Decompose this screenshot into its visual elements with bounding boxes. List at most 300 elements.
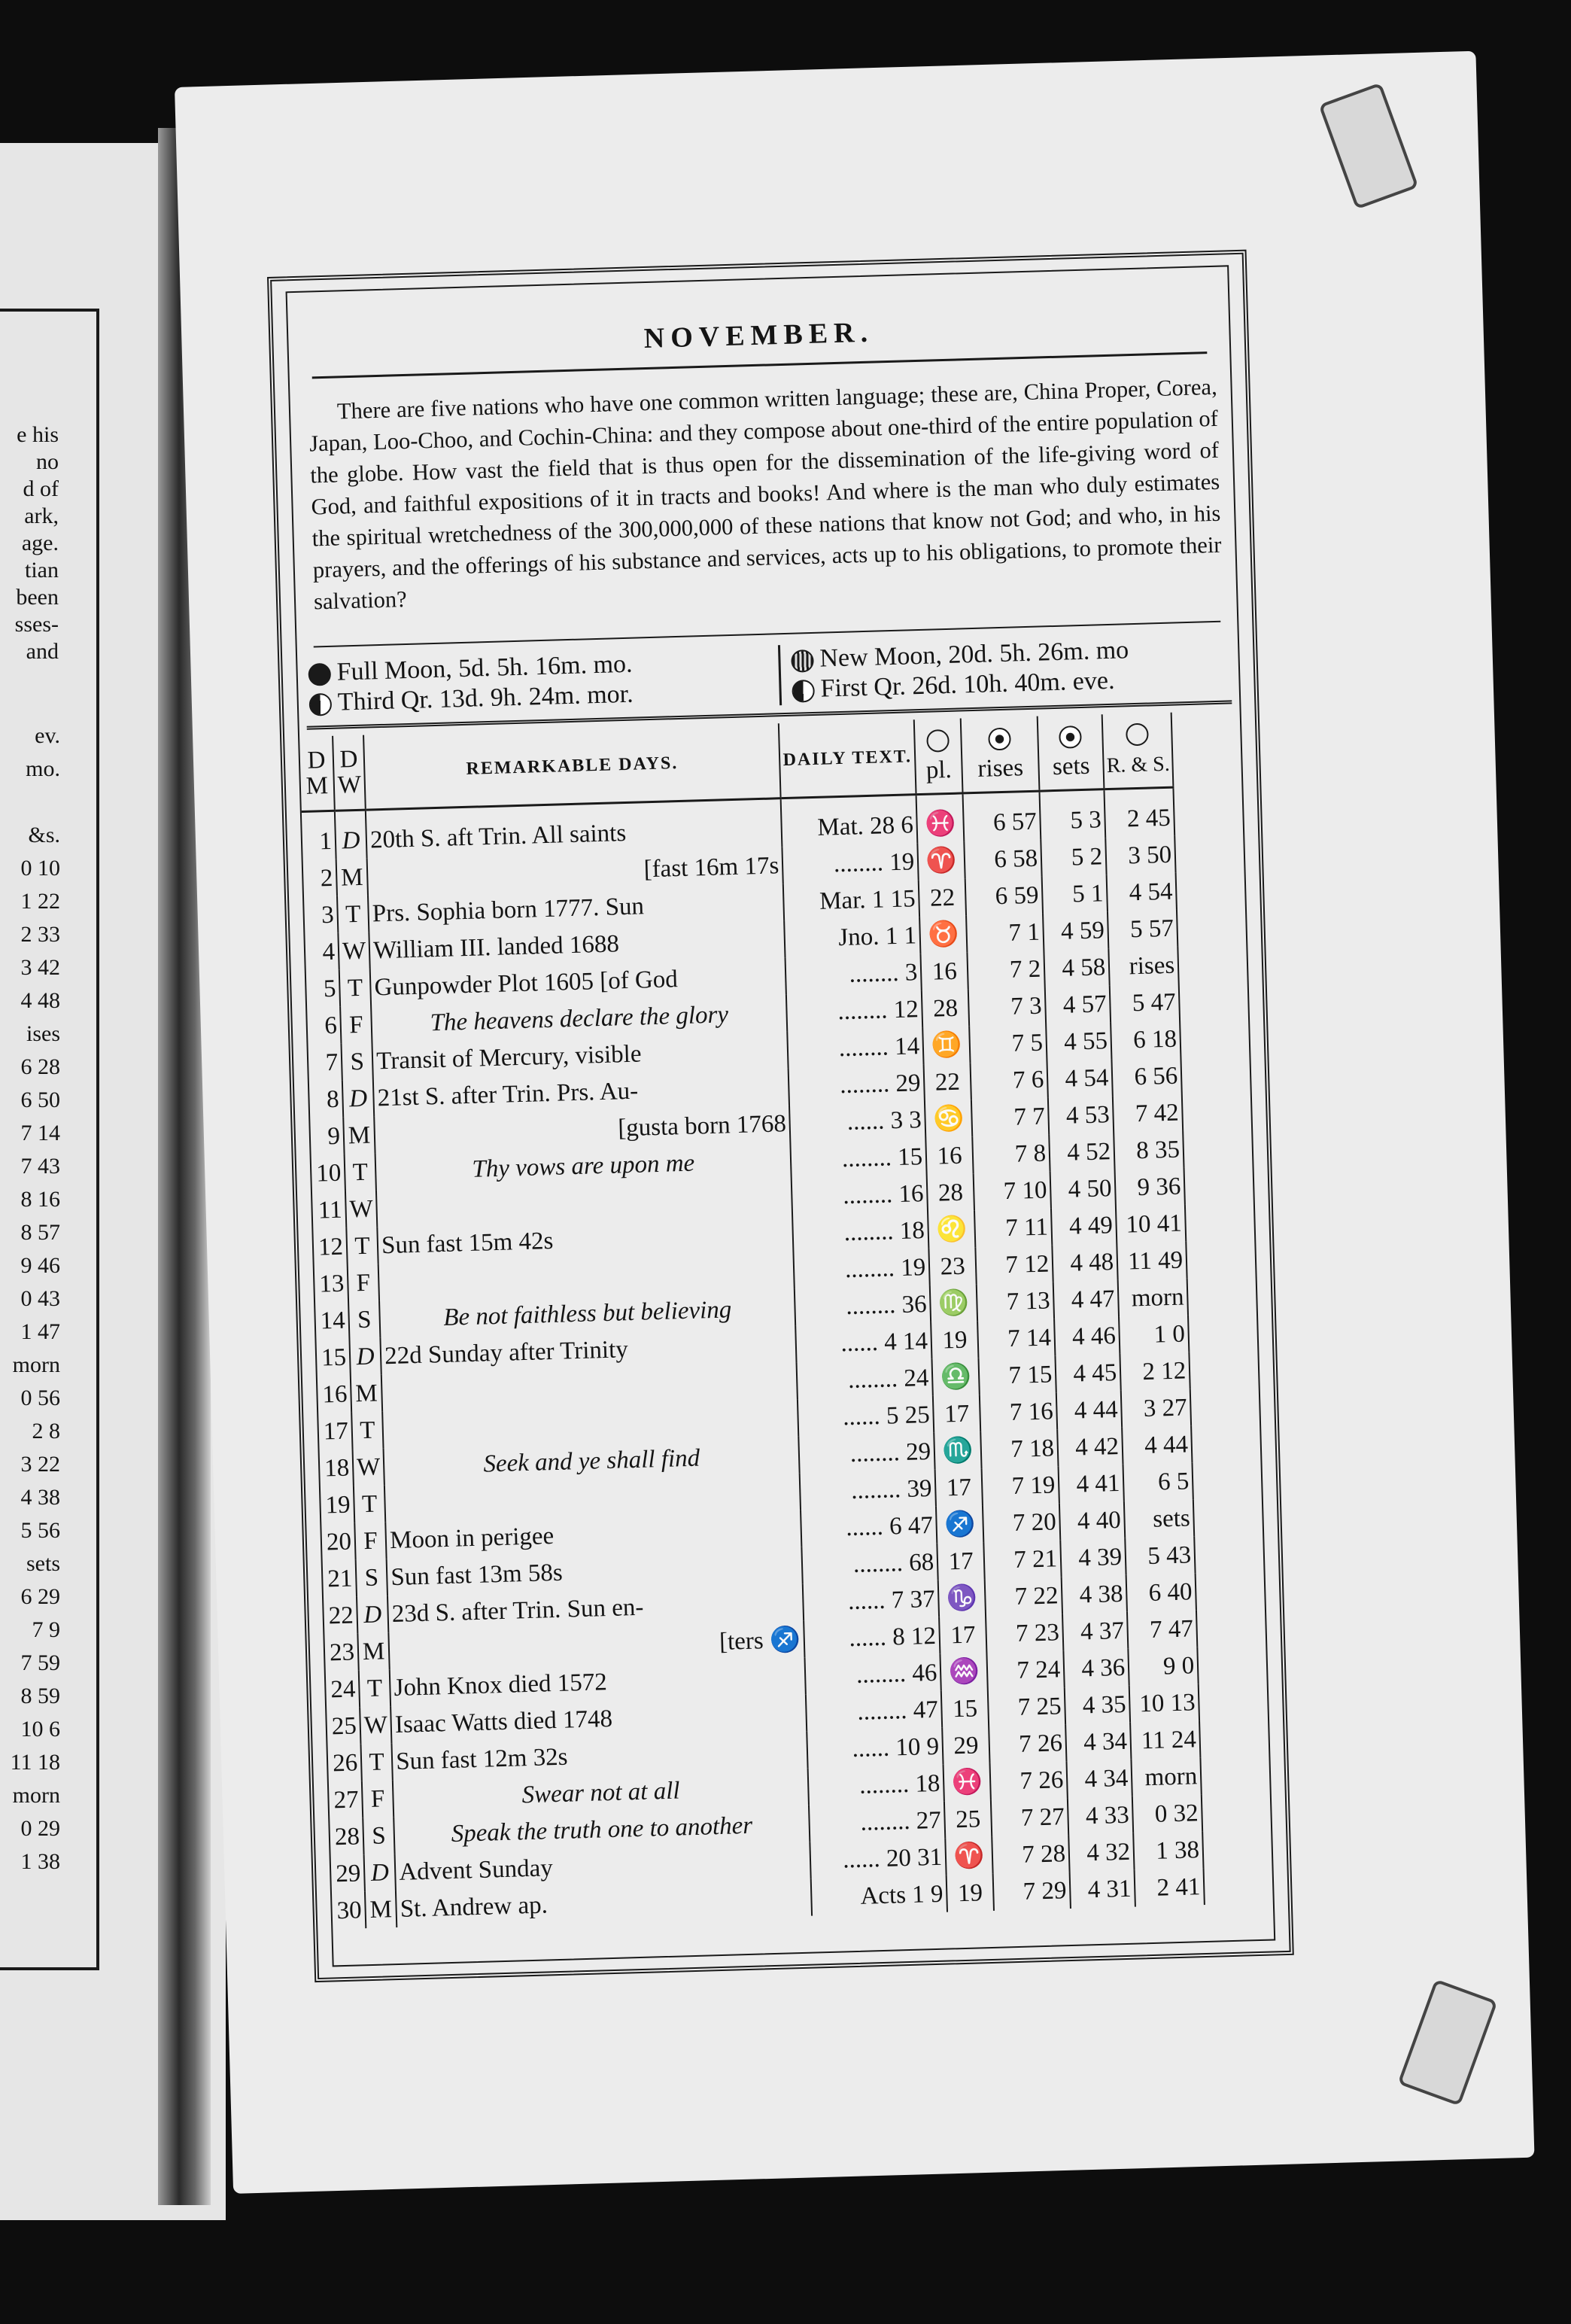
- sun-rises-cell: 7 15: [979, 1355, 1056, 1395]
- daily-text-cell: ........ 29: [798, 1433, 934, 1474]
- remarkable-day-cell: Isaac Watts died 1748: [390, 1695, 807, 1743]
- day-of-week-cell: M: [365, 1891, 397, 1928]
- page-title: NOVEMBER.: [643, 316, 874, 355]
- moon-rise-set-cell: 2 41: [1135, 1868, 1205, 1907]
- left-page-column-cell: 2 8: [32, 1419, 60, 1443]
- remarkable-day-cell: Be not faithless but believing: [379, 1289, 795, 1337]
- day-of-month-cell: 11: [312, 1191, 346, 1229]
- day-of-month-cell: 24: [326, 1670, 360, 1708]
- left-page-column-cell: 0 43: [20, 1286, 60, 1311]
- sun-sets-cell: 4 41: [1059, 1465, 1124, 1503]
- day-of-week-cell: M: [343, 1116, 375, 1154]
- moon-rise-set-cell: 8 35: [1114, 1130, 1184, 1170]
- moon-place-cell: 17: [935, 1468, 983, 1507]
- header-moon-place: pl.: [914, 718, 963, 794]
- day-of-month-cell: 21: [323, 1559, 357, 1597]
- left-page-text-line: no: [36, 449, 59, 474]
- daily-text-cell: ........ 36: [795, 1285, 931, 1326]
- sun-icon: [988, 727, 1011, 750]
- moon-place-cell: ♋: [925, 1100, 972, 1138]
- remarkable-day-cell: [gusta born 1768: [374, 1105, 790, 1153]
- moon-rise-set-cell: 10 13: [1129, 1684, 1199, 1723]
- moon-face-icon: [1126, 722, 1149, 746]
- moon-place-cell: 15: [941, 1690, 989, 1728]
- sun-sets-cell: 4 38: [1062, 1575, 1127, 1614]
- day-of-month-cell: 25: [327, 1707, 360, 1745]
- daily-text-cell: Mat. 28 6: [781, 795, 918, 847]
- moon-rise-set-cell: 5 47: [1110, 984, 1180, 1023]
- sun-sets-cell: 4 58: [1044, 948, 1110, 987]
- moon-rise-set-cell: 10 41: [1116, 1204, 1186, 1243]
- day-of-week-cell: T: [351, 1411, 384, 1449]
- left-page-column-cell: 6 29: [20, 1584, 60, 1609]
- day-of-month-cell: 9: [310, 1118, 344, 1155]
- daily-text-cell: ........ 15: [791, 1138, 927, 1179]
- left-page-header-cell: ev.: [35, 723, 60, 748]
- left-page-text-line: d of: [23, 476, 59, 501]
- moon-rise-set-cell: 0 32: [1132, 1794, 1202, 1833]
- day-of-month-cell: 10: [311, 1154, 345, 1192]
- left-page-column-cell: 1 22: [20, 889, 60, 914]
- daily-text-cell: ........ 18: [808, 1765, 944, 1805]
- day-of-week-cell: T: [359, 1669, 391, 1707]
- daily-text-cell: ...... 10 9: [807, 1728, 943, 1769]
- day-of-week-cell: M: [357, 1632, 390, 1670]
- third-quarter-icon: [308, 693, 332, 716]
- day-of-month-cell: 16: [318, 1375, 351, 1413]
- daily-text-cell: ........ 12: [786, 990, 922, 1031]
- day-of-month-cell: 19: [321, 1486, 354, 1523]
- left-page-text: [0, 421, 59, 665]
- sun-rises-cell: 7 7: [971, 1097, 1049, 1136]
- left-page-column-cell: 4 38: [20, 1485, 60, 1510]
- left-page-column-cell: 7 14: [20, 1121, 60, 1145]
- sun-sets-cell: 5 2: [1041, 838, 1106, 876]
- left-page-text-line: sses-: [14, 612, 59, 637]
- left-page-column-cell: 1 38: [20, 1849, 60, 1874]
- day-of-week-cell: F: [354, 1522, 387, 1559]
- moon-rise-set-cell: 5 43: [1125, 1536, 1195, 1575]
- left-page-column-cell: ises: [26, 1021, 60, 1046]
- day-of-week-cell: M: [336, 859, 369, 896]
- sun-rises-cell: 7 11: [974, 1208, 1052, 1247]
- moon-place-cell: ♑: [938, 1579, 986, 1617]
- moon-place-cell: 23: [929, 1247, 977, 1285]
- moon-rise-set-cell: 3 27: [1121, 1389, 1191, 1428]
- day-of-week-cell: W: [360, 1706, 392, 1744]
- moon-rise-set-cell: 1 0: [1119, 1315, 1189, 1354]
- daily-text-cell: ........ 19: [782, 843, 919, 884]
- day-of-month-cell: 26: [327, 1744, 361, 1781]
- daily-text-cell: Acts 1 9: [811, 1875, 947, 1916]
- day-of-month-cell: 30: [332, 1891, 366, 1929]
- moon-rise-set-cell: morn: [1118, 1278, 1188, 1317]
- moon-phases-right: [778, 632, 1244, 705]
- sun-rises-cell: 7 13: [977, 1282, 1054, 1321]
- remarkable-day-cell: Seek and ye shall find: [384, 1437, 800, 1485]
- day-of-week-cell: D: [357, 1595, 389, 1633]
- sun-sets-cell: 4 52: [1049, 1133, 1114, 1171]
- sun-sets-cell: 4 53: [1048, 1096, 1114, 1134]
- day-of-month-cell: 7: [308, 1044, 342, 1081]
- sun-sets-cell: 4 50: [1050, 1170, 1116, 1208]
- left-page-column-cell: 11 18: [10, 1750, 60, 1775]
- moon-place-cell: 17: [933, 1395, 980, 1433]
- sun-sets-cell: 4 32: [1068, 1833, 1134, 1872]
- day-of-month-cell: 13: [315, 1265, 348, 1303]
- remarkable-day-cell: William III. landed 1688: [369, 920, 786, 969]
- moon-place-cell: ♊: [922, 1026, 970, 1064]
- day-of-week-cell: S: [356, 1559, 388, 1596]
- day-of-month-cell: 23: [324, 1633, 358, 1671]
- moon-rise-set-cell: 7 42: [1113, 1094, 1183, 1133]
- remarkable-day-cell: St. Andrew ap.: [396, 1879, 812, 1927]
- remarkable-day-cell: Sun fast 15m 42s: [377, 1215, 793, 1264]
- sun-rises-cell: 7 3: [968, 987, 1046, 1026]
- new-moon-text: New Moon, 20d. 5h. 26m. mo: [819, 636, 1129, 673]
- sun-rises-cell: 7 14: [977, 1319, 1055, 1358]
- day-of-week-cell: T: [345, 1153, 377, 1191]
- day-of-month-cell: 18: [320, 1449, 354, 1486]
- moon-place-cell: 25: [944, 1800, 992, 1839]
- sun-rises-cell: 7 26: [989, 1724, 1066, 1763]
- moon-place-cell: 17: [939, 1616, 986, 1654]
- remarkable-day-cell: Prs. Sophia born 1777. Sun: [368, 884, 784, 932]
- day-of-month-cell: 27: [329, 1781, 363, 1818]
- sun-rises-cell: 7 12: [976, 1245, 1053, 1284]
- moon-rise-set-cell: 6 18: [1111, 1021, 1181, 1060]
- moon-place-cell: ♏: [934, 1431, 981, 1470]
- day-of-week-cell: W: [353, 1448, 385, 1486]
- moon-rise-set-cell: 6 56: [1112, 1057, 1182, 1096]
- remarkable-day-cell: 20th S. aft Trin. All saints: [366, 798, 782, 859]
- sun-sets-cell: 4 46: [1054, 1317, 1120, 1355]
- left-page-text-line: and: [26, 639, 59, 664]
- moon-place-cell: ♒: [940, 1653, 988, 1691]
- daily-text-cell: Mar. 1 15: [783, 880, 919, 920]
- remarkable-day-cell: Transit of Mercury, visible: [372, 1031, 789, 1079]
- day-of-month-cell: 6: [307, 1007, 341, 1045]
- daily-text-cell: ........ 19: [794, 1249, 930, 1289]
- sun-rises-cell: 7 20: [983, 1503, 1060, 1542]
- moon-rise-set-cell: morn: [1132, 1757, 1202, 1796]
- sun-sets-cell: 4 48: [1052, 1243, 1117, 1282]
- remarkable-day-cell: The heavens declare the glory: [371, 994, 787, 1042]
- remarkable-day-cell: 21st S. after Trin. Prs. Au-: [373, 1068, 789, 1116]
- day-of-week-cell: F: [340, 1006, 372, 1044]
- left-page-column-cell: 0 56: [20, 1386, 60, 1410]
- moon-place-cell: ♓: [916, 793, 965, 843]
- daily-text-cell: ........ 16: [792, 1175, 928, 1215]
- day-of-week-cell: S: [363, 1817, 395, 1854]
- sun-sets-cell: 4 54: [1047, 1059, 1113, 1097]
- moon-rise-set-cell: 11 24: [1130, 1720, 1200, 1760]
- moon-rise-set-cell: rises: [1109, 947, 1179, 986]
- sun-sets-cell: 4 39: [1060, 1538, 1126, 1577]
- sun-rises-cell: 7 22: [985, 1577, 1062, 1616]
- moon-place-cell: ♈: [917, 841, 965, 880]
- moon-rise-set-cell: sets: [1124, 1499, 1194, 1538]
- moon-place-cell: ♎: [932, 1358, 980, 1396]
- moon-rise-set-cell: 9 0: [1128, 1647, 1198, 1686]
- day-of-month-cell: 12: [313, 1228, 347, 1266]
- moon-place-cell: ♉: [919, 915, 967, 954]
- daily-text-cell: ...... 4 14: [795, 1322, 931, 1363]
- day-of-month-cell: 17: [318, 1412, 352, 1449]
- header-day-of-month: D M: [299, 736, 335, 812]
- moon-place-cell: 19: [931, 1321, 978, 1359]
- sun-sets-cell: 4 37: [1062, 1612, 1128, 1650]
- left-page-text-line: ark,: [24, 503, 59, 528]
- left-page-column-cell: 7 59: [20, 1650, 60, 1675]
- remarkable-day-cell: Sun fast 12m 32s: [392, 1732, 808, 1780]
- left-page-column-cell: 7 43: [20, 1154, 60, 1179]
- day-of-month-cell: 3: [304, 896, 338, 934]
- calendar-table: [299, 713, 1205, 1930]
- moon-rise-set-cell: 9 36: [1115, 1167, 1185, 1206]
- left-page-column-cell: morn: [12, 1352, 60, 1377]
- moon-face-icon: [926, 729, 950, 752]
- sun-sets-cell: 4 35: [1065, 1686, 1130, 1724]
- sun-rises-cell: 7 5: [969, 1024, 1047, 1063]
- moon-place-cell: ♍: [930, 1284, 977, 1322]
- left-page-text-line: e his: [17, 422, 59, 447]
- header-sun-sets: sets: [1038, 714, 1105, 791]
- remarkable-day-cell: 22d Sunday after Trinity: [381, 1326, 797, 1374]
- remarkable-day-cell: Swear not at all: [393, 1769, 809, 1817]
- left-page-column-cell: 3 42: [20, 955, 60, 980]
- day-of-week-cell: T: [337, 896, 369, 933]
- sun-rises-cell: 7 10: [974, 1171, 1051, 1210]
- daily-text-cell: ...... 5 25: [798, 1396, 934, 1437]
- remarkable-day-cell: Moon in perigee: [385, 1510, 801, 1559]
- day-of-month-cell: 14: [315, 1302, 349, 1340]
- remarkable-day-cell: Speak the truth one to another: [394, 1805, 810, 1854]
- moon-place-cell: 28: [922, 989, 969, 1027]
- moon-rise-set-cell: 3 50: [1105, 836, 1175, 875]
- moon-place-cell: ♈: [945, 1837, 992, 1875]
- moon-rise-set-cell: 2 12: [1120, 1352, 1190, 1391]
- moon-rise-set-cell: 4 44: [1122, 1425, 1192, 1465]
- day-of-week-cell: S: [341, 1042, 373, 1080]
- header-sun-rises: rises: [961, 716, 1040, 793]
- sun-sets-cell: 4 40: [1059, 1501, 1125, 1540]
- moon-rise-set-cell: 11 49: [1117, 1241, 1187, 1280]
- sun-sets-cell: 4 49: [1051, 1206, 1117, 1245]
- moon-rise-set-cell: 6 5: [1123, 1462, 1193, 1501]
- day-of-month-cell: 2: [303, 859, 337, 897]
- day-of-month-cell: 28: [330, 1818, 363, 1855]
- almanac-frame: [267, 250, 1294, 1982]
- daily-text-cell: ........ 68: [802, 1544, 938, 1584]
- left-page-column-cell: 2 33: [20, 922, 60, 947]
- moon-rise-set-cell: 6 40: [1126, 1573, 1196, 1612]
- sun-sets-cell: 4 47: [1053, 1280, 1119, 1319]
- sun-sets-cell: 4 57: [1045, 985, 1111, 1024]
- left-page-column-cell: 7 9: [32, 1617, 60, 1642]
- sun-sets-cell: 4 42: [1057, 1428, 1123, 1466]
- moon-rise-set-cell: 2 45: [1105, 787, 1175, 838]
- moon-phases-left: [308, 646, 761, 719]
- new-moon-icon: [791, 649, 814, 673]
- day-of-week-cell: T: [360, 1743, 393, 1781]
- day-of-week-cell: T: [339, 969, 372, 1007]
- remarkable-day-cell: Gunpowder Plot 1605 [of God: [370, 957, 786, 1005]
- intro-paragraph: There are five nations who have one common written language; these are, China Proper, Corea, Japan, Loo-Choo, and Cochin-China: and they compose about one-third of the entire population of the globe. How vast the field that is thus open for the dissemination of the life-giving word of God, and faithful expositions of it in tracts and books! And where is the man who duly estimates the spiritual wretchedness of the 300,000,000 of these nations that know not God; and who, in his prayers, and the offerings of his substance and services, acts up to his obligations, to promote their salvation?: [308, 373, 1222, 615]
- left-page-column-cell: 0 29: [20, 1816, 60, 1841]
- remarkable-day-cell: [fast 16m 17s: [367, 847, 783, 895]
- moon-place-cell: ♓: [944, 1763, 991, 1802]
- day-of-month-cell: 4: [305, 933, 339, 971]
- left-page-column-cell: 4 48: [20, 988, 60, 1013]
- first-quarter-text: First Qr. 26d. 10h. 40m. eve.: [820, 666, 1115, 703]
- day-of-week-cell: D: [335, 810, 367, 859]
- left-page-column-cell: 9 46: [20, 1253, 60, 1278]
- remarkable-day-cell: 23d S. after Trin. Sun en-: [387, 1584, 804, 1632]
- moon-rise-set-cell: 4 54: [1107, 873, 1177, 912]
- moon-place-cell: 16: [925, 1136, 973, 1175]
- left-page-column-cell: 6 50: [20, 1087, 60, 1112]
- remarkable-day-cell: Advent Sunday: [395, 1842, 811, 1891]
- moon-rise-set-cell: 1 38: [1133, 1831, 1203, 1870]
- daily-text-cell: Jno. 1 1: [784, 917, 920, 957]
- sun-sets-cell: 4 34: [1067, 1760, 1132, 1798]
- day-of-week-cell: D: [349, 1337, 381, 1375]
- day-of-month-cell: 22: [324, 1596, 357, 1634]
- left-page-header-cell: mo.: [26, 756, 60, 781]
- daily-text-cell: ...... 20 31: [810, 1839, 947, 1879]
- left-page-column-cell: 6 28: [20, 1054, 60, 1079]
- left-page-column-cell: 8 16: [20, 1187, 60, 1212]
- left-page-column-cell: 3 22: [20, 1452, 60, 1477]
- moon-place-cell: 16: [921, 952, 968, 990]
- moon-place-cell: ♌: [928, 1210, 975, 1249]
- moon-place-cell: 22: [919, 878, 966, 917]
- remarkable-day-cell: [ters ♐: [389, 1621, 805, 1669]
- left-page-column-cell: 0 10: [20, 856, 60, 881]
- day-of-month-cell: 1: [302, 811, 336, 860]
- sun-rises-cell: 7 2: [968, 951, 1045, 990]
- sun-sets-cell: 4 34: [1065, 1723, 1131, 1761]
- header-moon-rise-set: R. & S.: [1102, 713, 1174, 789]
- left-page-column-cell: 1 47: [20, 1319, 60, 1344]
- daily-text-cell: ...... 8 12: [804, 1617, 940, 1658]
- left-page-text-line: age.: [21, 531, 59, 555]
- left-page-column-cell: morn: [12, 1783, 60, 1808]
- sun-rises-cell: 7 29: [993, 1872, 1071, 1911]
- daily-text-cell: ........ 46: [805, 1654, 941, 1695]
- day-of-month-cell: 5: [306, 970, 340, 1008]
- moon-place-cell: 19: [947, 1874, 994, 1912]
- sun-rises-cell: 7 28: [992, 1835, 1069, 1874]
- full-moon-text: Full Moon, 5d. 5h. 16m. mo.: [336, 649, 633, 686]
- left-page-column-cell: 5 56: [20, 1518, 60, 1543]
- remarkable-day-cell: John Knox died 1572: [390, 1658, 806, 1706]
- sun-rises-cell: 7 21: [983, 1540, 1061, 1579]
- left-page-column-cell: 8 59: [20, 1684, 60, 1708]
- sun-rises-cell: 7 25: [988, 1687, 1065, 1726]
- day-of-week-cell: F: [348, 1264, 380, 1301]
- day-of-month-cell: 20: [321, 1522, 355, 1560]
- sun-sets-cell: 4 31: [1070, 1870, 1135, 1909]
- left-page-column-cell: 10 6: [20, 1717, 60, 1741]
- remarkable-day-cell: Thy vows are upon me: [375, 1142, 792, 1190]
- sun-sets-cell: 4 36: [1064, 1649, 1129, 1687]
- sun-rises-cell: 7 27: [991, 1798, 1068, 1837]
- day-of-week-cell: W: [345, 1190, 378, 1227]
- moon-rise-set-cell: 7 47: [1127, 1610, 1197, 1649]
- sun-rises-cell: 6 58: [964, 840, 1041, 879]
- sun-rises-cell: 7 23: [986, 1614, 1063, 1653]
- sun-sets-cell: 4 55: [1046, 1022, 1111, 1060]
- sun-rises-cell: 7 18: [980, 1429, 1058, 1468]
- first-quarter-icon: [792, 680, 815, 703]
- sun-sets-cell: 4 45: [1056, 1354, 1121, 1392]
- daily-text-cell: ........ 18: [792, 1212, 928, 1252]
- left-page-header-cell: &s.: [28, 823, 60, 847]
- left-page-column-cell: 8 57: [20, 1220, 60, 1245]
- sun-sets-cell: 5 3: [1040, 789, 1106, 840]
- header-day-of-week: D W: [333, 735, 366, 811]
- daily-text-cell: ...... 3 3: [789, 1101, 925, 1142]
- daily-text-cell: ...... 6 47: [801, 1507, 937, 1547]
- left-page-header-cell: [0, 789, 60, 822]
- day-of-week-cell: D: [342, 1079, 375, 1117]
- daily-text-cell: ........ 47: [806, 1691, 942, 1732]
- day-of-week-cell: D: [364, 1854, 397, 1891]
- sun-rises-cell: 6 59: [965, 877, 1043, 916]
- sun-rises-cell: 7 1: [966, 914, 1044, 953]
- sun-rises-cell: 7 24: [987, 1650, 1065, 1690]
- daily-text-cell: ........ 39: [800, 1470, 936, 1510]
- header-daily-text: DAILY TEXT.: [779, 719, 916, 798]
- day-of-month-cell: 8: [309, 1081, 343, 1118]
- day-of-month-cell: 29: [331, 1854, 365, 1892]
- left-page-column-cell: sets: [26, 1551, 60, 1576]
- left-page-column: [0, 722, 60, 1881]
- day-of-week-cell: T: [346, 1227, 378, 1264]
- moon-rise-set-cell: 5 57: [1108, 910, 1177, 949]
- left-page-text-line: tian: [25, 558, 59, 583]
- sun-icon: [1059, 725, 1082, 749]
- moon-place-cell: 17: [937, 1542, 984, 1580]
- sun-rises-cell: 7 6: [971, 1060, 1048, 1100]
- day-of-week-cell: S: [348, 1300, 381, 1338]
- sun-sets-cell: 4 44: [1056, 1391, 1122, 1429]
- sun-sets-cell: 4 59: [1043, 911, 1108, 950]
- daily-text-cell: ...... 7 37: [803, 1580, 939, 1621]
- daily-text-cell: ........ 3: [786, 954, 922, 994]
- third-quarter-text: Third Qr. 13d. 9h. 24m. mor.: [337, 680, 634, 716]
- day-of-week-cell: T: [354, 1485, 386, 1522]
- sun-rises-cell: 7 19: [982, 1466, 1059, 1505]
- moon-place-cell: 22: [924, 1063, 971, 1101]
- moon-place-cell: ♐: [936, 1505, 983, 1544]
- day-of-week-cell: F: [362, 1780, 394, 1818]
- daily-text-cell: ........ 24: [797, 1359, 933, 1400]
- left-page-text-line: been: [16, 585, 59, 610]
- remarkable-day-cell: Sun fast 13m 58s: [387, 1547, 803, 1595]
- sun-sets-cell: 4 33: [1068, 1796, 1133, 1835]
- sun-sets-cell: 5 1: [1042, 875, 1108, 913]
- sun-rises-cell: 7 16: [980, 1392, 1057, 1431]
- moon-place-cell: 28: [927, 1173, 974, 1212]
- almanac-inner-frame: [286, 265, 1276, 1967]
- full-moon-icon: [308, 663, 331, 686]
- day-of-week-cell: M: [351, 1374, 383, 1412]
- day-of-week-cell: W: [338, 932, 370, 970]
- daily-text-cell: ........ 27: [809, 1802, 945, 1842]
